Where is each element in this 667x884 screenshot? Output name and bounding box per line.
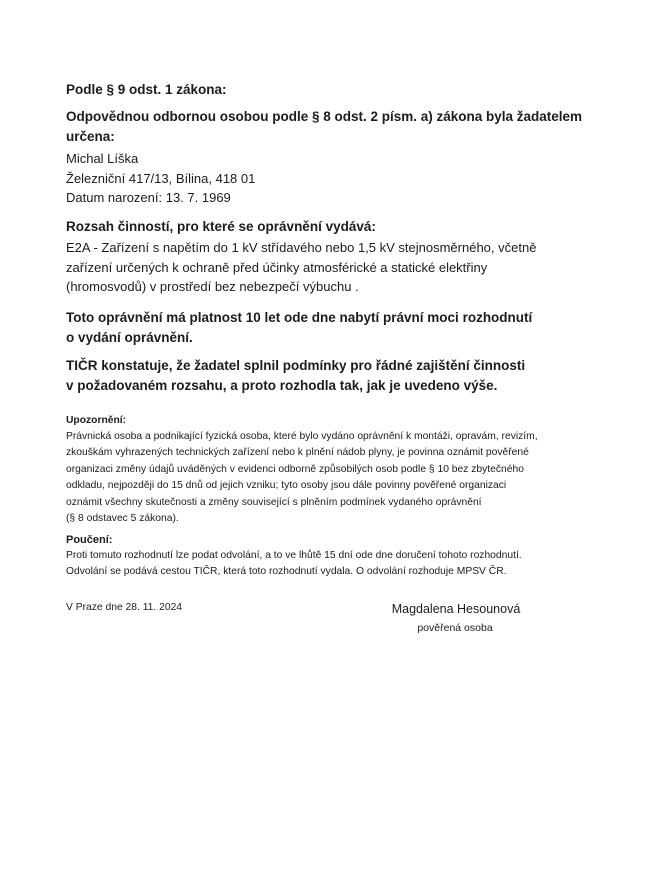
validity-line: Toto oprávnění má platnost 10 let ode dne nabytí právní moci rozhodnutí <box>66 310 533 325</box>
scope-line: (hromosvodů) v prostředí bez nebezpečí výbuchu . <box>66 279 359 294</box>
instruction-line: Odvolání se podává cestou TIČR, která toto rozhodnutí vydala. O odvolání rozhoduje MPSV ČR. <box>66 566 507 578</box>
person-details <box>66 149 255 208</box>
responsible-person-title <box>66 107 586 147</box>
place-and-date: V Praze dne 28. 11. 2024 <box>66 602 183 613</box>
person-birth-date: Datum narození: 13. 7. 1969 <box>66 190 231 205</box>
notice-line: organizaci změny údajů uváděných v evidenci odborně způsobilých osob podle § 10 bez zbytečného <box>66 463 524 475</box>
scope-title: Rozsah činností, pro které se oprávnění vydává: <box>66 219 376 234</box>
section-heading: Podle § 9 odst. 1 zákona: <box>66 82 227 97</box>
notice-text <box>66 429 538 527</box>
person-address: Železniční 417/13, Bílina, 418 01 <box>66 170 256 186</box>
responsible-title-line: určena: <box>66 129 115 144</box>
notice-line: oznámit všechny skutečnosti a změny související s plněním podmínek vydaného oprávnění <box>66 496 482 508</box>
instruction-title: Poučení: <box>66 534 113 546</box>
validity-line: o vydání oprávnění. <box>66 330 193 345</box>
notice-title: Upozornění: <box>66 415 127 426</box>
scope-line: zařízení určených k ochraně před účinky atmosférické a statické elektřiny <box>66 259 488 275</box>
person-name: Michal Líška <box>66 151 139 166</box>
ticr-line: TIČR konstatuje, že žadatel splnil podmínky pro řádné zajištění činnosti <box>66 358 526 373</box>
ticr-line: v požadovaném rozsahu, a proto rozhodla tak, jak je uvedeno výše. <box>66 378 498 393</box>
instruction-text <box>66 548 522 581</box>
scope-line: E2A - Zařízení s napětím do 1 kV střídavého nebo 1,5 kV stejnosměrného, včetně <box>66 240 537 255</box>
validity-statement <box>66 308 532 348</box>
scope-text <box>66 238 536 297</box>
signer-role: pověřená osoba <box>417 622 493 634</box>
notice-line: (§ 8 odstavec 5 zákona). <box>66 513 179 525</box>
responsible-title-line: Odpovědnou odbornou osobou podle § 8 odst. 2 písm. a) zákona byla žadatelem <box>66 109 583 124</box>
notice-line: zkouškám vyhrazených technických zařízení nebo k plnění nádob plyny, je povinna oznámit pověřené <box>66 447 529 459</box>
notice-line: Právnická osoba a podnikající fyzická osoba, které bylo vydáno oprávnění k montáži, opravám, revizím, <box>66 431 538 442</box>
instruction-line: Proti tomuto rozhodnutí lze podat odvolání, a to ve lhůtě 15 dní ode dne doručení tohoto rozhodnutí. <box>66 550 522 561</box>
notice-line: odkladu, nejpozději do 15 dnů od jejich vzniku; tyto osoby jsou dále povinny pověřené organizaci <box>66 480 507 492</box>
ticr-statement <box>66 356 525 396</box>
signer-name: Magdalena Hesounová <box>391 602 521 616</box>
